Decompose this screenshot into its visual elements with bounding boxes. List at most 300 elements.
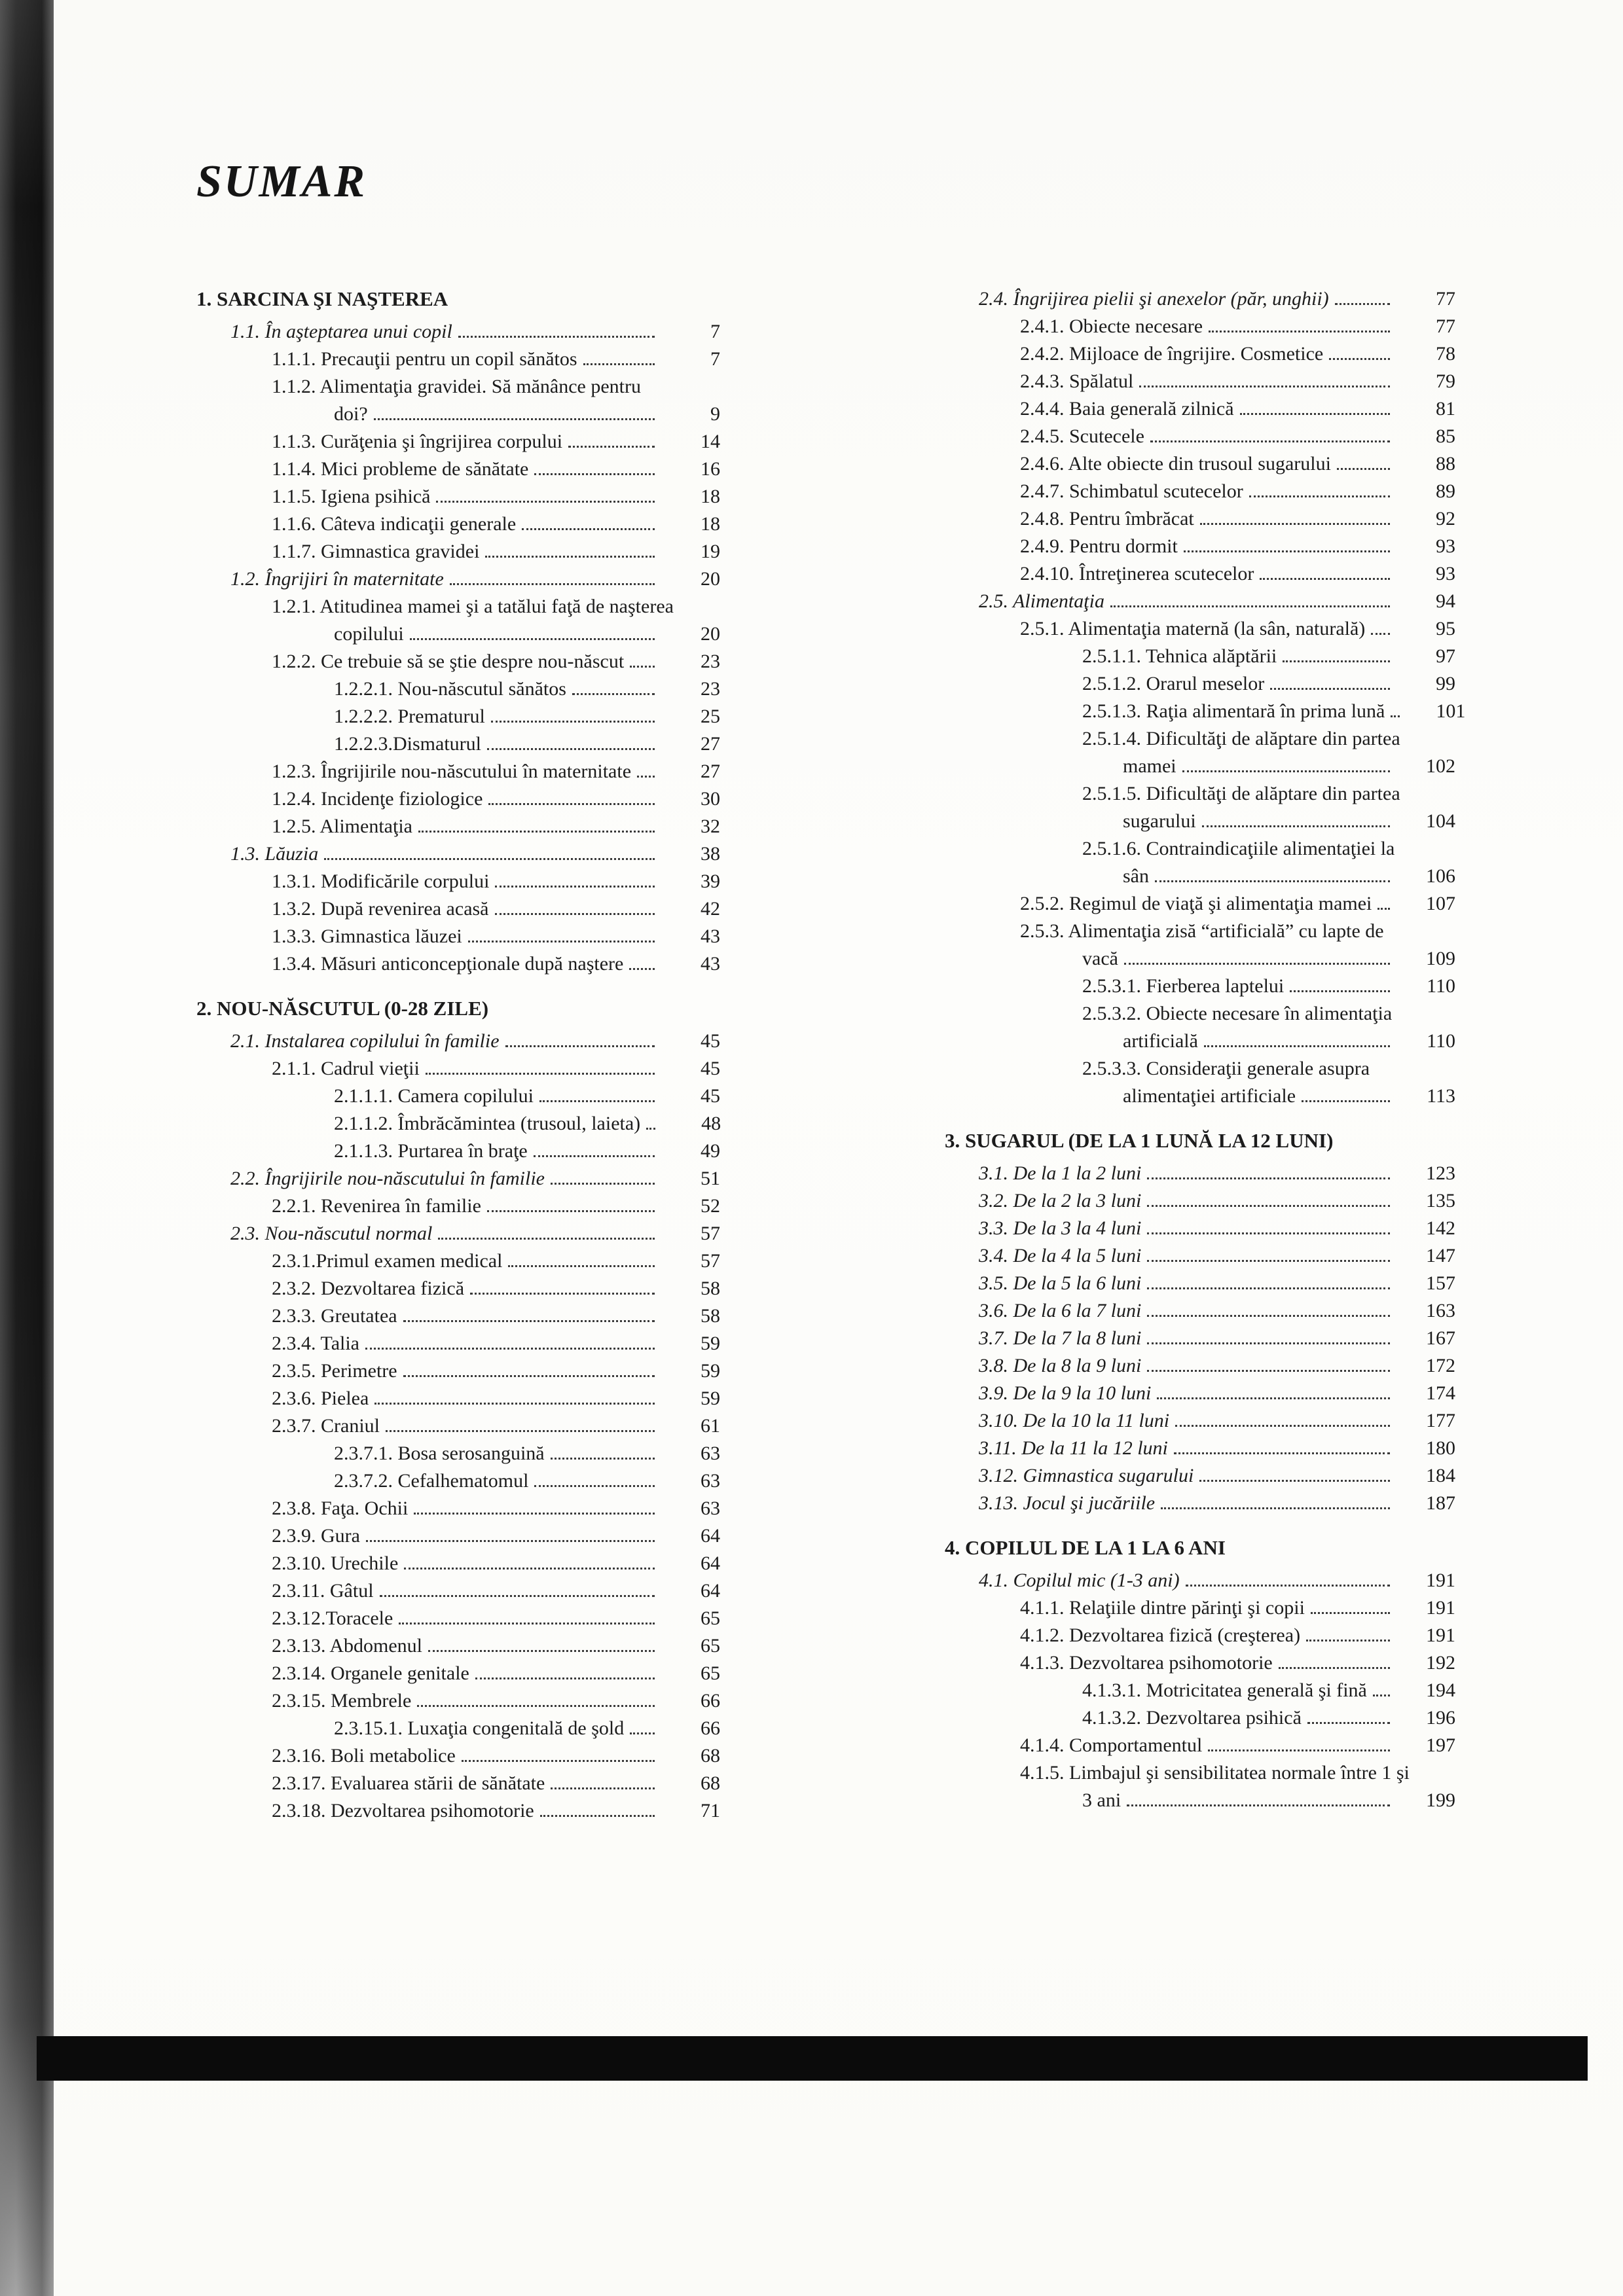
toc-entry xyxy=(196,428,720,456)
toc-entry-text: 3.3. De la 3 la 4 luni xyxy=(979,1217,1142,1239)
toc-leader-dots xyxy=(495,886,655,888)
toc-leader-dots xyxy=(1139,386,1390,387)
toc-entry xyxy=(196,730,720,758)
toc-page-number: 101 xyxy=(1436,700,1466,722)
toc-section-header xyxy=(945,1534,1455,1562)
toc-entry-text: 2.4.5. Scutecele xyxy=(1020,425,1144,447)
toc-leader-dots xyxy=(1199,1480,1390,1482)
toc-entry-text: 2.4.9. Pentru dormit xyxy=(1020,535,1178,557)
toc-leader-dots xyxy=(1204,1045,1390,1047)
toc-entry-text: 2.3.15.1. Luxaţia congenitală de şold xyxy=(334,1717,625,1739)
toc-page-number: 42 xyxy=(701,898,720,920)
toc-leader-dots xyxy=(1377,908,1390,910)
toc-page-number: 63 xyxy=(701,1498,720,1519)
toc-entry xyxy=(945,395,1455,423)
toc-entry xyxy=(196,1247,720,1275)
toc-entry xyxy=(945,1435,1455,1462)
toc-entry xyxy=(196,318,720,346)
toc-page-number: 39 xyxy=(701,870,720,892)
toc-page-number: 163 xyxy=(1426,1300,1455,1321)
toc-entry-text: 2.3.2. Dezvoltarea fizică xyxy=(272,1278,465,1299)
toc-leader-dots xyxy=(418,831,655,833)
toc-leader-dots xyxy=(414,1513,655,1515)
toc-entry xyxy=(196,1302,720,1330)
toc-entry xyxy=(945,1055,1455,1083)
toc-page-number: 147 xyxy=(1426,1245,1455,1266)
toc-entry xyxy=(945,588,1455,615)
toc-page-number: 43 xyxy=(701,953,720,975)
toc-entry-text: 1.2.2.1. Nou-născutul sănătos xyxy=(334,678,566,700)
toc-entry-text: 1.3. Lăuzia xyxy=(230,843,319,865)
toc-page-number: 58 xyxy=(701,1278,720,1299)
toc-page-number: 65 xyxy=(701,1607,720,1629)
toc-entry-text: 2.4.10. Întreţinerea scutecelor xyxy=(1020,563,1254,584)
toc-entry xyxy=(196,538,720,565)
toc-leader-dots xyxy=(522,528,655,530)
toc-leader-dots xyxy=(539,1100,655,1102)
toc-leader-dots xyxy=(1337,468,1390,470)
toc-entry xyxy=(196,1605,720,1632)
toc-page-number: 97 xyxy=(1436,645,1455,667)
toc-entry-text: 4.1.3.2. Dezvoltarea psihică xyxy=(1082,1707,1302,1729)
toc-page-number: 99 xyxy=(1436,673,1455,694)
toc-leader-dots xyxy=(438,1238,655,1240)
toc-entry xyxy=(945,340,1455,368)
toc-page-number: 174 xyxy=(1426,1382,1455,1404)
toc-page-number: 45 xyxy=(701,1085,720,1107)
toc-leader-dots xyxy=(1147,1370,1390,1372)
toc-page-number: 81 xyxy=(1436,398,1455,420)
toc-entry-text: 1.1.2. Alimentaţia gravidei. Să mănânce pentru xyxy=(272,376,641,397)
toc-leader-dots xyxy=(380,1595,655,1597)
toc-leader-dots xyxy=(1184,550,1390,552)
toc-leader-dots xyxy=(399,1623,655,1624)
toc-entry xyxy=(945,808,1455,835)
toc-entry xyxy=(945,1677,1455,1704)
toc-leader-dots xyxy=(487,1210,655,1212)
toc-entry xyxy=(196,511,720,538)
toc-page-number: 68 xyxy=(701,1772,720,1794)
toc-page-number: 197 xyxy=(1426,1734,1455,1756)
toc-page-number: 65 xyxy=(701,1635,720,1657)
toc-entry xyxy=(196,703,720,730)
toc-entry-text: 1.1.5. Igiena psihică xyxy=(272,486,431,507)
toc-entry-text: 3. SUGARUL (DE LA 1 LUNĂ LA 12 LUNI) xyxy=(945,1129,1334,1152)
toc-page-number: 9 xyxy=(710,403,720,425)
toc-entry xyxy=(945,478,1455,505)
toc-section-header xyxy=(196,995,720,1022)
toc-entry xyxy=(196,1083,720,1110)
toc-page-number: 25 xyxy=(701,706,720,727)
toc-entry xyxy=(945,1297,1455,1325)
toc-entry-text: 2.5.2. Regimul de viaţă şi alimentaţia mamei xyxy=(1020,893,1372,914)
toc-entry-text: 3.6. De la 6 la 7 luni xyxy=(979,1300,1142,1321)
toc-page-number: 45 xyxy=(701,1030,720,1052)
toc-entry xyxy=(196,895,720,923)
toc-page-number: 16 xyxy=(701,458,720,480)
toc-leader-dots xyxy=(410,638,655,640)
toc-leader-dots xyxy=(630,1732,655,1734)
toc-page-number: 107 xyxy=(1426,893,1455,914)
toc-entry-text: 3.13. Jocul şi jucăriile xyxy=(979,1492,1156,1514)
toc-entry xyxy=(196,1220,720,1247)
toc-entry xyxy=(196,785,720,813)
toc-page-number: 194 xyxy=(1426,1679,1455,1701)
toc-entry-text: 2.1.1. Cadrul vieţii xyxy=(272,1058,420,1079)
toc-entry-text: 2.3.5. Perimetre xyxy=(272,1360,397,1382)
toc-leader-dots xyxy=(462,1760,655,1762)
toc-page-number: 51 xyxy=(701,1168,720,1189)
toc-page-number: 106 xyxy=(1426,865,1455,887)
toc-entry-text: 2.4.1. Obiecte necesare xyxy=(1020,315,1203,337)
toc-leader-dots xyxy=(1391,715,1400,717)
toc-entry-text: 3.10. De la 10 la 11 luni xyxy=(979,1410,1170,1431)
toc-entry-text: 3.7. De la 7 la 8 luni xyxy=(979,1327,1142,1349)
toc-page-number: 95 xyxy=(1436,618,1455,639)
toc-entry xyxy=(945,1649,1455,1677)
toc-leader-dots xyxy=(1127,1804,1390,1806)
toc-entry xyxy=(196,813,720,840)
toc-entry xyxy=(196,346,720,373)
toc-entry xyxy=(196,1522,720,1550)
toc-page-number: 196 xyxy=(1426,1707,1455,1729)
toc-entry-text: 1.2.1. Atitudinea mamei şi a tatălui faţă de naşterea xyxy=(272,596,674,617)
toc-page-number: 79 xyxy=(1436,370,1455,392)
toc-entry xyxy=(196,648,720,675)
toc-page-number: 63 xyxy=(701,1443,720,1464)
toc-entry-text: 2.2. Îngrijirile nou-născutului în familie xyxy=(230,1168,545,1189)
toc-page-number: 187 xyxy=(1426,1492,1455,1514)
page-title: SUMAR xyxy=(196,156,367,207)
toc-leader-dots xyxy=(1147,1232,1390,1234)
toc-leader-dots xyxy=(1371,633,1390,635)
toc-entry xyxy=(945,863,1455,890)
toc-entry xyxy=(196,1110,720,1138)
toc-page-number: 93 xyxy=(1436,563,1455,584)
toc-entry xyxy=(945,1567,1455,1594)
toc-page-number: 48 xyxy=(701,1113,721,1134)
toc-entry xyxy=(196,1412,720,1440)
toc-entry xyxy=(196,1550,720,1577)
toc-entry-text: 1.2.4. Incidenţe fiziologice xyxy=(272,788,483,810)
toc-page-number: 142 xyxy=(1426,1217,1455,1239)
toc-page-number: 199 xyxy=(1426,1789,1455,1811)
toc-leader-dots xyxy=(1110,605,1390,607)
toc-entry xyxy=(945,1380,1455,1407)
toc-page-number: 123 xyxy=(1426,1162,1455,1184)
toc-page-number: 68 xyxy=(701,1745,720,1767)
toc-leader-dots xyxy=(485,556,655,558)
toc-page-number: 20 xyxy=(701,568,720,590)
toc-entry-text: 2.4.7. Schimbatul scutecelor xyxy=(1020,480,1243,502)
toc-entry-text: 4.1. Copilul mic (1-3 ani) xyxy=(979,1570,1180,1591)
toc-entry xyxy=(196,1797,720,1825)
toc-leader-dots xyxy=(1373,1695,1390,1696)
toc-entry xyxy=(945,670,1455,698)
toc-leader-dots xyxy=(534,1155,655,1157)
toc-entry-text: 2.5.3. Alimentaţia zisă “artificială” cu lapte de xyxy=(1020,920,1384,942)
toc-leader-dots xyxy=(1147,1315,1390,1317)
toc-entry-text: 3.12. Gimnastica sugarului xyxy=(979,1465,1194,1486)
toc-leader-dots xyxy=(534,473,655,475)
toc-leader-dots xyxy=(403,1375,655,1377)
toc-entry-text: 2.3.11. Gâtul xyxy=(272,1580,374,1602)
toc-entry xyxy=(196,456,720,483)
toc-leader-dots xyxy=(470,1293,655,1295)
toc-page-number: 88 xyxy=(1436,453,1455,475)
toc-leader-dots xyxy=(426,1073,655,1075)
toc-entry-text: 2.3.9. Gura xyxy=(272,1525,360,1547)
toc-entry-text: 2.4.2. Mijloace de îngrijire. Cosmetice xyxy=(1020,343,1324,365)
toc-entry-text: 2.4.4. Baia generală zilnică xyxy=(1020,398,1234,420)
toc-page-number: 18 xyxy=(701,486,720,507)
toc-page-number: 20 xyxy=(701,623,720,645)
toc-page-number: 172 xyxy=(1426,1355,1455,1376)
toc-entry-text: 2.5.1.4. Dificultăţi de alăptare din partea xyxy=(1082,728,1400,749)
toc-entry xyxy=(945,1594,1455,1622)
toc-page-number: 157 xyxy=(1426,1272,1455,1294)
toc-leader-dots xyxy=(366,1540,655,1542)
toc-entry xyxy=(945,1407,1455,1435)
toc-leader-dots xyxy=(1175,1425,1390,1427)
toc-page-number: 64 xyxy=(701,1525,720,1547)
toc-leader-dots xyxy=(1270,688,1390,690)
toc-page-number: 61 xyxy=(701,1415,720,1437)
toc-entry-text: 2.3. Nou-născutul normal xyxy=(230,1223,433,1244)
toc-leader-dots xyxy=(540,1815,655,1817)
toc-entry-text: 1.2.2.2. Prematurul xyxy=(334,706,485,727)
toc-page-number: 64 xyxy=(701,1552,720,1574)
toc-entry-text: 1.3.2. După revenirea acasă xyxy=(272,898,489,920)
toc-entry-text: 2.1. Instalarea copilului în familie xyxy=(230,1030,500,1052)
toc-entry xyxy=(945,835,1455,863)
toc-entry xyxy=(945,890,1455,918)
toc-page-number: 59 xyxy=(701,1388,720,1409)
toc-entry-text: 1.1.1. Precauţii pentru un copil sănătos xyxy=(272,348,577,370)
toc-entry xyxy=(196,1715,720,1742)
toc-entry-text: 2.5.1.3. Raţia alimentară în prima lună xyxy=(1082,700,1385,722)
toc-entry xyxy=(196,1330,720,1357)
toc-leader-dots xyxy=(1260,578,1390,580)
toc-leader-dots xyxy=(1307,1722,1390,1724)
toc-leader-dots xyxy=(374,1403,655,1405)
toc-entry-text: 2.5.1.1. Tehnica alăptării xyxy=(1082,645,1277,667)
toc-leader-dots xyxy=(1147,1287,1390,1289)
toc-leader-dots xyxy=(1306,1640,1390,1641)
toc-entry-text: 2.5.1.5. Dificultăţi de alăptare din partea xyxy=(1082,783,1400,804)
scan-artifact-bar xyxy=(37,2036,1588,2081)
toc-leader-dots xyxy=(1290,990,1390,992)
toc-entry-text: 1. SARCINA ŞI NAŞTEREA xyxy=(196,287,448,310)
toc-entry-text: 2.3.7.2. Cefalhematomul xyxy=(334,1470,529,1492)
toc-entry-text: 1.1.7. Gimnastica gravidei xyxy=(272,541,480,562)
toc-entry-text: 2. NOU-NĂSCUTUL (0-28 ZILE) xyxy=(196,997,489,1020)
toc-page-number: 19 xyxy=(701,541,720,562)
toc-entry xyxy=(196,675,720,703)
toc-leader-dots xyxy=(436,501,655,503)
toc-entry xyxy=(196,1028,720,1055)
toc-entry xyxy=(945,1028,1455,1055)
toc-columns xyxy=(196,285,1466,1825)
toc-entry-text: 4.1.2. Dezvoltarea fizică (creşterea) xyxy=(1020,1624,1301,1646)
toc-page-number: 57 xyxy=(701,1223,720,1244)
toc-entry-text: vacă xyxy=(1082,948,1118,969)
toc-entry xyxy=(196,620,720,648)
toc-entry-text: 1.2.5. Alimentaţia xyxy=(272,816,412,837)
toc-entry xyxy=(945,615,1455,643)
toc-page-number: 38 xyxy=(701,843,720,865)
toc-entry-text: 4.1.5. Limbajul şi sensibilitatea normale între 1 şi xyxy=(1020,1762,1410,1784)
toc-entry xyxy=(196,565,720,593)
toc-leader-dots xyxy=(505,1045,655,1047)
toc-column-left xyxy=(196,285,720,1825)
toc-entry-text: 1.2. Îngrijiri în maternitate xyxy=(230,568,444,590)
toc-leader-dots xyxy=(475,1677,655,1679)
toc-page-number: 113 xyxy=(1427,1085,1455,1107)
toc-entry xyxy=(945,533,1455,560)
toc-entry xyxy=(945,698,1466,725)
toc-entry-text: 4.1.1. Relaţiile dintre părinţi şi copii xyxy=(1020,1597,1305,1619)
toc-leader-dots xyxy=(1279,1667,1390,1669)
toc-page-number: 77 xyxy=(1436,315,1455,337)
toc-entry-text: 2.4. Îngrijirea pielii şi anexelor (păr, unghii) xyxy=(979,288,1329,310)
toc-leader-dots xyxy=(1147,1205,1390,1207)
toc-entry-text: 2.4.3. Spălatul xyxy=(1020,370,1134,392)
toc-entry-text: mamei xyxy=(1123,755,1176,777)
toc-entry xyxy=(945,780,1455,808)
toc-page-number: 93 xyxy=(1436,535,1455,557)
toc-entry-text: 2.3.12.Toracele xyxy=(272,1607,393,1629)
toc-page-number: 64 xyxy=(701,1580,720,1602)
toc-entry-text: 3.8. De la 8 la 9 luni xyxy=(979,1355,1142,1376)
toc-page-number: 94 xyxy=(1436,590,1455,612)
toc-entry xyxy=(945,285,1455,313)
toc-entry-text: 2.3.18. Dezvoltarea psihomotorie xyxy=(272,1800,534,1821)
toc-entry-text: 1.1.3. Curăţenia şi îngrijirea corpului xyxy=(272,431,563,452)
toc-entry-text: 2.3.4. Talia xyxy=(272,1333,359,1354)
toc-entry xyxy=(196,1577,720,1605)
toc-leader-dots xyxy=(1209,331,1390,332)
toc-entry xyxy=(945,313,1455,340)
toc-leader-dots xyxy=(1147,1177,1390,1179)
toc-entry xyxy=(196,373,720,401)
toc-entry xyxy=(196,868,720,895)
toc-page-number: 191 xyxy=(1426,1570,1455,1591)
toc-leader-dots xyxy=(1161,1507,1390,1509)
toc-page-number: 104 xyxy=(1426,810,1455,832)
toc-leader-dots xyxy=(365,1348,655,1350)
toc-entry xyxy=(196,593,720,620)
toc-entry xyxy=(196,1495,720,1522)
toc-entry xyxy=(196,1742,720,1770)
toc-entry xyxy=(196,1632,720,1660)
toc-leader-dots xyxy=(488,803,655,805)
toc-leader-dots xyxy=(583,363,655,365)
toc-leader-dots xyxy=(1147,1260,1390,1262)
toc-entry xyxy=(196,1055,720,1083)
toc-page-number: 77 xyxy=(1436,288,1455,310)
toc-leader-dots xyxy=(487,748,655,750)
toc-entry xyxy=(945,753,1455,780)
toc-entry-text: 2.5. Alimentaţia xyxy=(979,590,1104,612)
toc-leader-dots xyxy=(458,336,655,338)
toc-leader-dots xyxy=(1283,660,1390,662)
toc-page-number: 27 xyxy=(701,761,720,782)
toc-entry-text: 2.5.1.6. Contraindicaţiile alimentaţiei la xyxy=(1082,838,1395,859)
toc-entry xyxy=(196,1467,720,1495)
toc-entry xyxy=(196,923,720,950)
toc-entry-text: 4.1.3.1. Motricitatea generală şi fină xyxy=(1082,1679,1367,1701)
toc-leader-dots xyxy=(572,693,655,695)
toc-page-number: 14 xyxy=(701,431,720,452)
toc-entry xyxy=(945,1732,1455,1759)
toc-page-number: 191 xyxy=(1426,1597,1455,1619)
toc-entry xyxy=(945,1325,1455,1352)
toc-entry xyxy=(196,840,720,868)
toc-entry-text: 4.1.3. Dezvoltarea psihomotorie xyxy=(1020,1652,1273,1674)
toc-leader-dots xyxy=(374,418,655,420)
toc-page-number: 7 xyxy=(710,321,720,342)
toc-leader-dots xyxy=(1150,440,1390,442)
toc-entry-text: 3.5. De la 5 la 6 luni xyxy=(979,1272,1142,1294)
toc-entry xyxy=(196,401,720,428)
toc-entry-text: 2.3.1.Primul examen medical xyxy=(272,1250,503,1272)
toc-page-number: 43 xyxy=(701,925,720,947)
toc-entry xyxy=(196,483,720,511)
toc-page-number: 49 xyxy=(701,1140,720,1162)
toc-entry xyxy=(945,1622,1455,1649)
toc-leader-dots xyxy=(324,858,655,860)
toc-entry-text: 2.3.6. Pielea xyxy=(272,1388,369,1409)
toc-page-number: 65 xyxy=(701,1662,720,1684)
toc-leader-dots xyxy=(551,1458,655,1460)
toc-page-number: 27 xyxy=(701,733,720,755)
toc-page-number: 45 xyxy=(701,1058,720,1079)
toc-entry-text: 2.1.1.2. Îmbrăcămintea (trusoul, laieta) xyxy=(334,1113,641,1134)
toc-entry-text: 2.3.13. Abdomenul xyxy=(272,1635,422,1657)
toc-section-header xyxy=(945,1127,1455,1155)
toc-page-number: 102 xyxy=(1426,755,1455,777)
toc-column-right xyxy=(945,285,1466,1825)
toc-entry-text: 3.9. De la 9 la 10 luni xyxy=(979,1382,1152,1404)
toc-page-number: 59 xyxy=(701,1333,720,1354)
toc-page-number: 184 xyxy=(1426,1465,1455,1486)
toc-leader-dots xyxy=(1335,303,1390,305)
toc-entry xyxy=(196,758,720,785)
toc-entry-text: 3.1. De la 1 la 2 luni xyxy=(979,1162,1142,1184)
toc-entry xyxy=(945,725,1455,753)
toc-page-number: 71 xyxy=(701,1800,720,1821)
toc-entry xyxy=(945,643,1455,670)
toc-entry-text: 3.2. De la 2 la 3 luni xyxy=(979,1190,1142,1211)
toc-page-number: 66 xyxy=(701,1690,720,1712)
toc-leader-dots xyxy=(468,941,655,942)
toc-entry-text: 1.1. În aşteptarea unui copil xyxy=(230,321,452,342)
toc-leader-dots xyxy=(637,776,655,778)
toc-entry xyxy=(196,1440,720,1467)
toc-leader-dots xyxy=(1124,963,1390,965)
toc-entry-text: 1.3.4. Măsuri anticoncepţionale după naştere xyxy=(272,953,624,975)
toc-leader-dots xyxy=(568,446,655,448)
toc-entry xyxy=(945,1462,1455,1490)
toc-page-number: 89 xyxy=(1436,480,1455,502)
toc-page-number: 92 xyxy=(1436,508,1455,529)
toc-entry-text: 2.5.1.2. Orarul meselor xyxy=(1082,673,1265,694)
toc-leader-dots xyxy=(491,721,655,723)
toc-leader-dots xyxy=(386,1430,655,1432)
toc-entry-text: 1.3.1. Modificările corpului xyxy=(272,870,490,892)
toc-leader-dots xyxy=(1147,1342,1390,1344)
